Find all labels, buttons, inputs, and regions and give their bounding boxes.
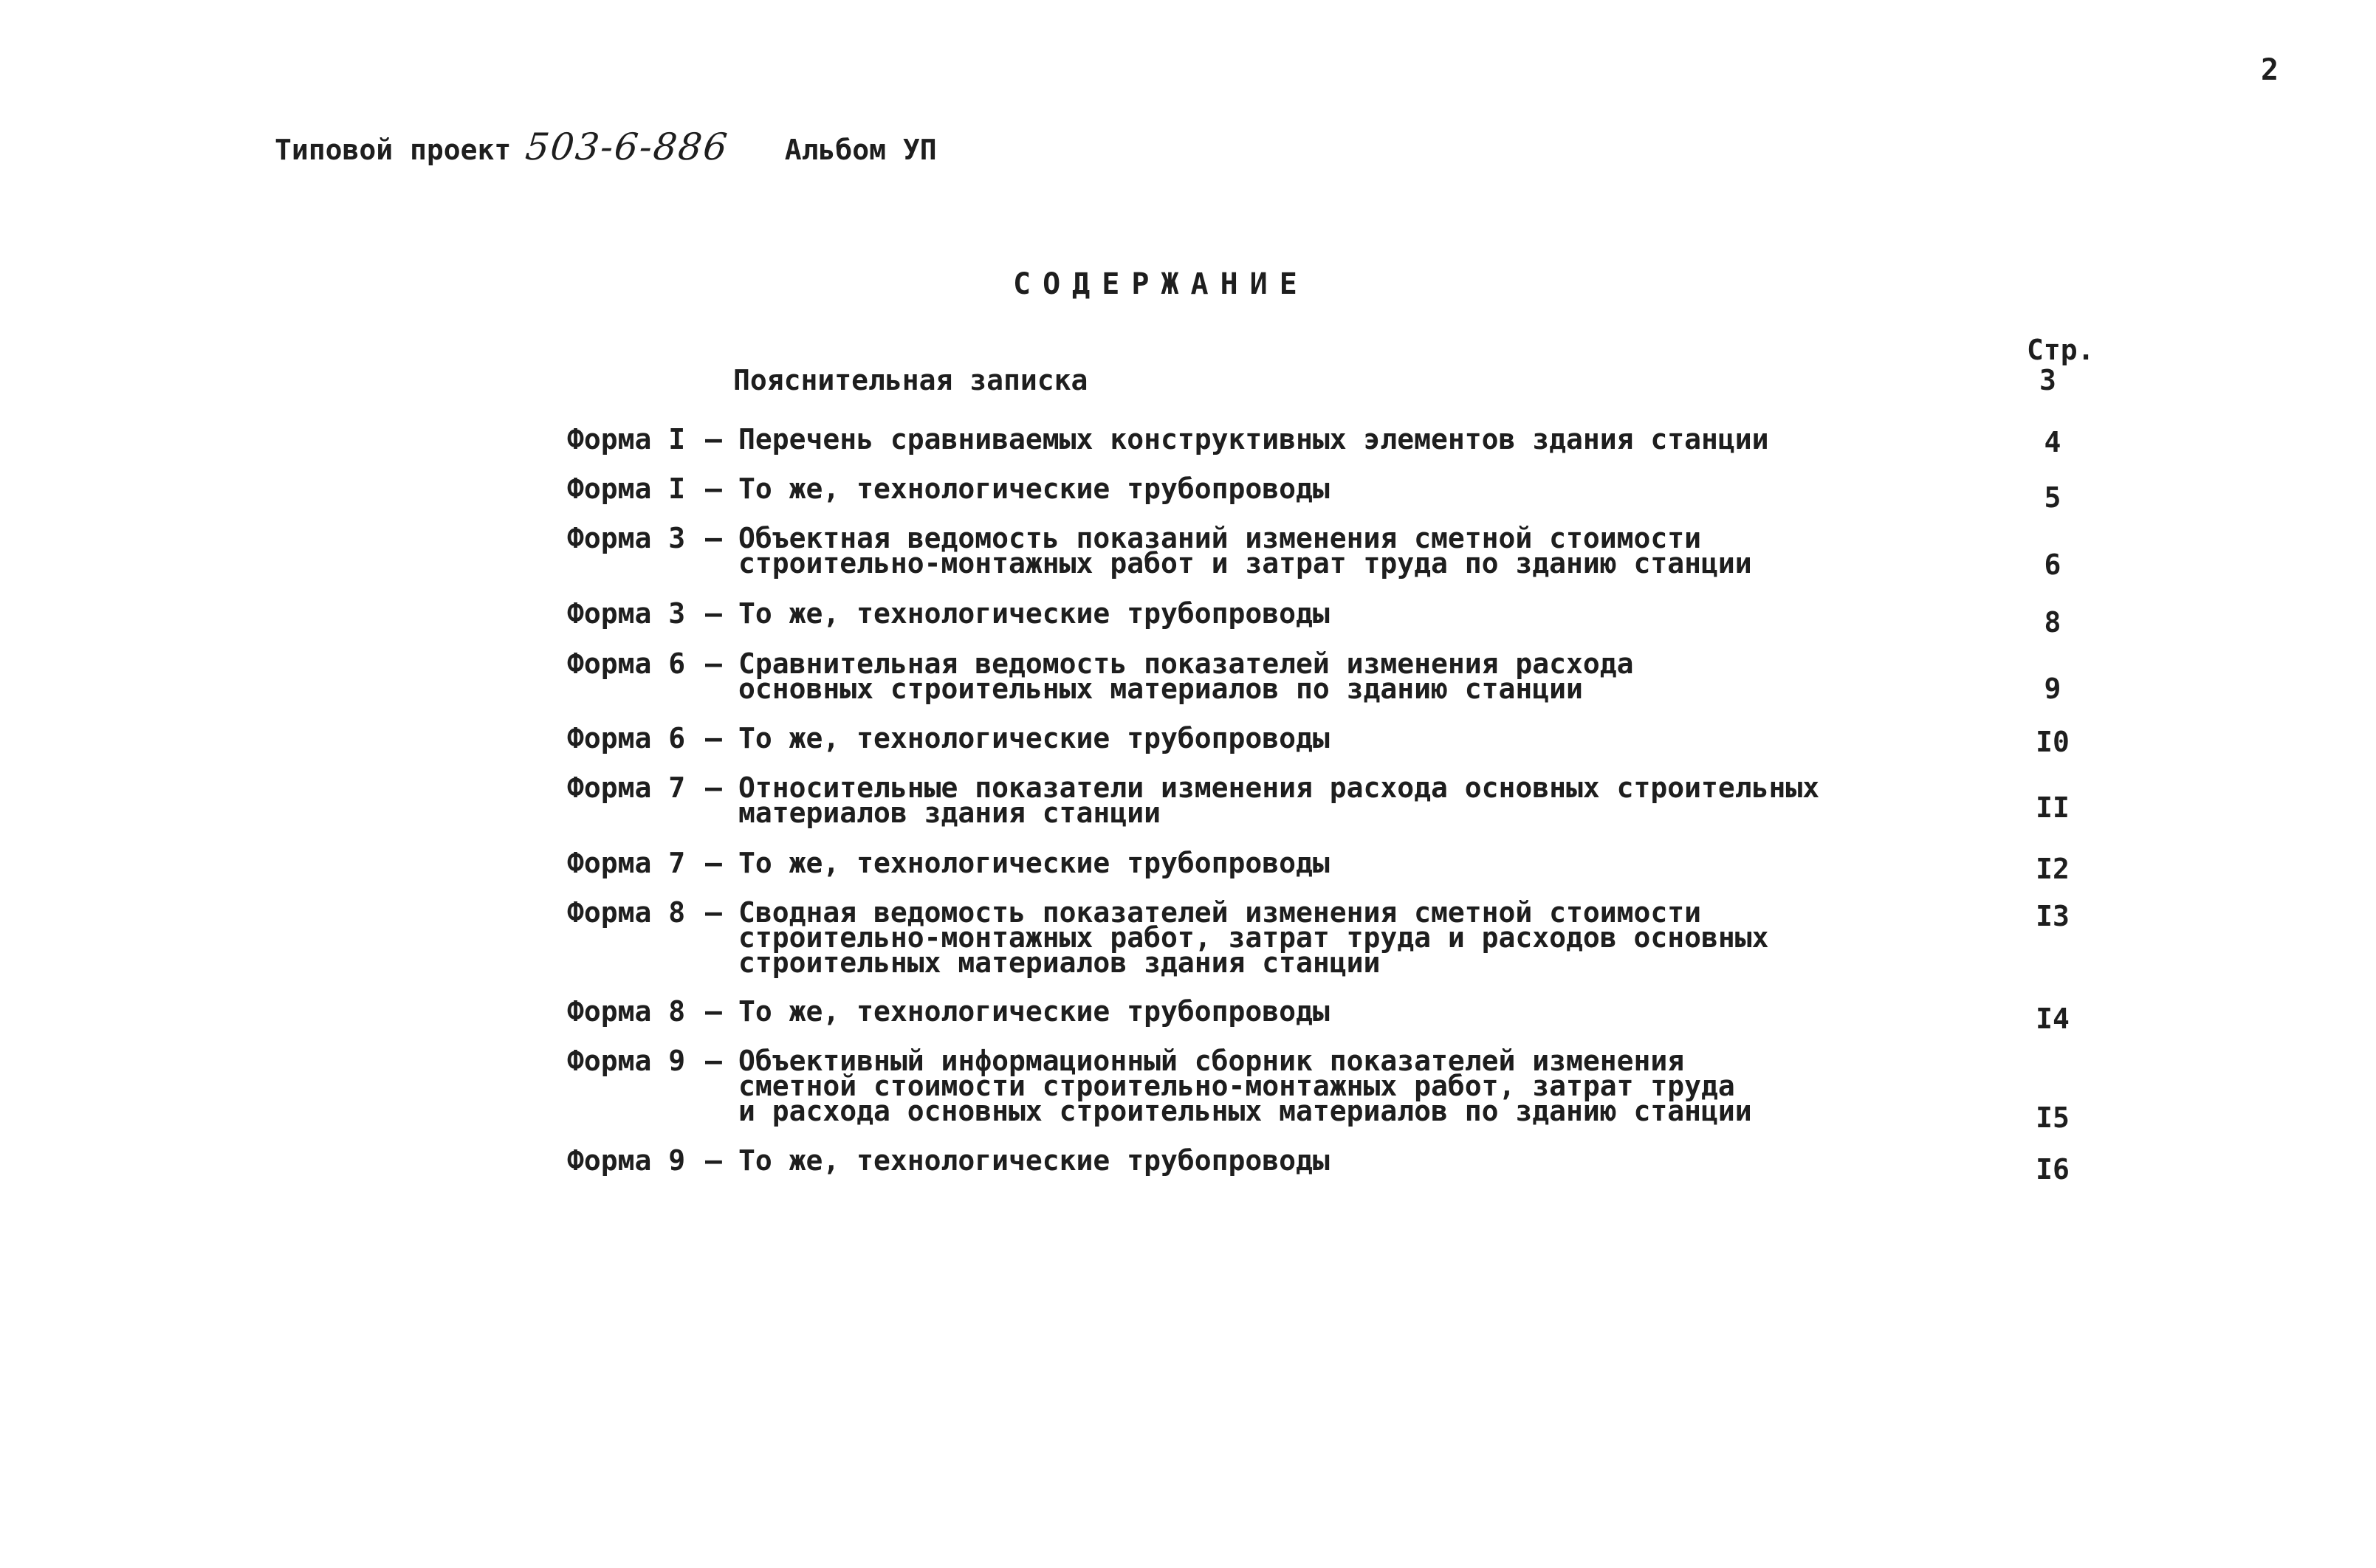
entry-form-label: Форма I xyxy=(567,423,686,455)
entry-dash: – xyxy=(705,771,722,804)
entry-description xyxy=(738,771,1820,829)
entry-dash: – xyxy=(705,647,722,680)
entry-dash: – xyxy=(705,722,722,754)
entry-page-number: 6 xyxy=(2044,549,2061,581)
entry-description-line: строительно-монтажных работ и затрат труда по зданию станции xyxy=(738,547,1752,580)
entry-description-line: То же, технологические трубопроводы xyxy=(738,597,1330,630)
entry-description xyxy=(738,847,1330,879)
entry-description-line: Перечень сравниваемых конструктивных элементов здания станции xyxy=(738,423,1769,455)
entry-form-label: Форма I xyxy=(567,472,686,505)
entry-description-line: сметной стоимости строительно-монтажных работ, затрат труда xyxy=(738,1070,1735,1102)
entry-dash: – xyxy=(705,472,722,505)
entry-description-line: Объективный информационный сборник показателей изменения xyxy=(738,1045,1685,1077)
entry-page-number: I4 xyxy=(2036,1003,2070,1035)
entry-dash: – xyxy=(705,522,722,554)
entry-page-number: 8 xyxy=(2044,606,2061,639)
entry-description xyxy=(738,722,1330,754)
entry-description xyxy=(738,1144,1330,1177)
entry-description xyxy=(738,995,1330,1028)
entry-form-label: Форма 7 xyxy=(567,847,686,879)
entry-description-line: строительно-монтажных работ, затрат труда и расходов основных xyxy=(738,921,1769,954)
entry-description-line: То же, технологические трубопроводы xyxy=(738,847,1330,879)
entry-dash: – xyxy=(705,847,722,879)
entry-page-number: II xyxy=(2036,791,2070,824)
entry-description-line: основных строительных материалов по зданию станции xyxy=(738,673,1583,705)
entry-form-label: Форма 8 xyxy=(567,896,686,929)
entry-page-number: 5 xyxy=(2044,481,2061,514)
entry-form-label: Форма 8 xyxy=(567,995,686,1028)
entry-dash: – xyxy=(705,896,722,929)
entry-page-number: I5 xyxy=(2036,1101,2070,1134)
entry-description-line: Относительные показатели изменения расхода основных строительных xyxy=(738,771,1820,804)
entry-form-label: Форма 9 xyxy=(567,1144,686,1177)
document-header xyxy=(275,125,937,168)
entry-dash: – xyxy=(705,1144,722,1177)
entry-form-label: Форма 9 xyxy=(567,1045,686,1077)
explanatory-note-label: Пояснительная записка xyxy=(733,364,1088,396)
project-code: 503-6-886 xyxy=(523,125,731,168)
explanatory-note-page: 3 xyxy=(2039,364,2056,396)
entry-dash: – xyxy=(705,1045,722,1077)
entry-description xyxy=(738,472,1330,505)
entry-description xyxy=(738,423,1769,455)
entry-form-label: Форма 6 xyxy=(567,722,686,754)
entry-description-line: строительных материалов здания станции xyxy=(738,946,1381,979)
entry-description-line: То же, технологические трубопроводы xyxy=(738,472,1330,505)
entry-description-line: Сводная ведомость показателей изменения сметной стоимости xyxy=(738,896,1702,929)
entry-form-label: Форма 6 xyxy=(567,647,686,680)
entry-page-number: I6 xyxy=(2036,1153,2070,1186)
album-label: Альбом УП xyxy=(784,134,937,166)
entry-description xyxy=(738,1045,1752,1127)
entry-description-line: Объектная ведомость показаний изменения сметной стоимости xyxy=(738,522,1702,554)
contents-title: СОДЕРЖАНИЕ xyxy=(1013,267,1309,301)
entry-form-label: Форма 3 xyxy=(567,522,686,554)
entry-form-label: Форма 3 xyxy=(567,597,686,630)
entry-description-line: То же, технологические трубопроводы xyxy=(738,995,1330,1028)
entry-page-number: 9 xyxy=(2044,673,2061,705)
entry-description xyxy=(738,896,1769,979)
entry-description xyxy=(738,597,1330,630)
entry-dash: – xyxy=(705,423,722,455)
entry-description-line: Сравнительная ведомость показателей изменения расхода xyxy=(738,647,1634,680)
entry-description-line: То же, технологические трубопроводы xyxy=(738,722,1330,754)
project-label: Типовой проект xyxy=(275,134,512,166)
entry-description xyxy=(738,522,1752,580)
entry-description-line: материалов здания станции xyxy=(738,797,1161,829)
entry-page-number: I2 xyxy=(2036,853,2070,885)
entry-description-line: и расхода основных строительных материалов по зданию станции xyxy=(738,1095,1752,1127)
entry-page-number: 4 xyxy=(2044,426,2061,458)
entry-dash: – xyxy=(705,597,722,630)
entry-page-number: I0 xyxy=(2036,726,2070,758)
page-number: 2 xyxy=(2261,53,2279,87)
entry-description-line: То же, технологические трубопроводы xyxy=(738,1144,1330,1177)
entry-page-number: I3 xyxy=(2036,900,2070,932)
page-column-header: Стр. xyxy=(2027,334,2095,366)
entry-form-label: Форма 7 xyxy=(567,771,686,804)
entry-dash: – xyxy=(705,995,722,1028)
entry-description xyxy=(738,647,1634,705)
